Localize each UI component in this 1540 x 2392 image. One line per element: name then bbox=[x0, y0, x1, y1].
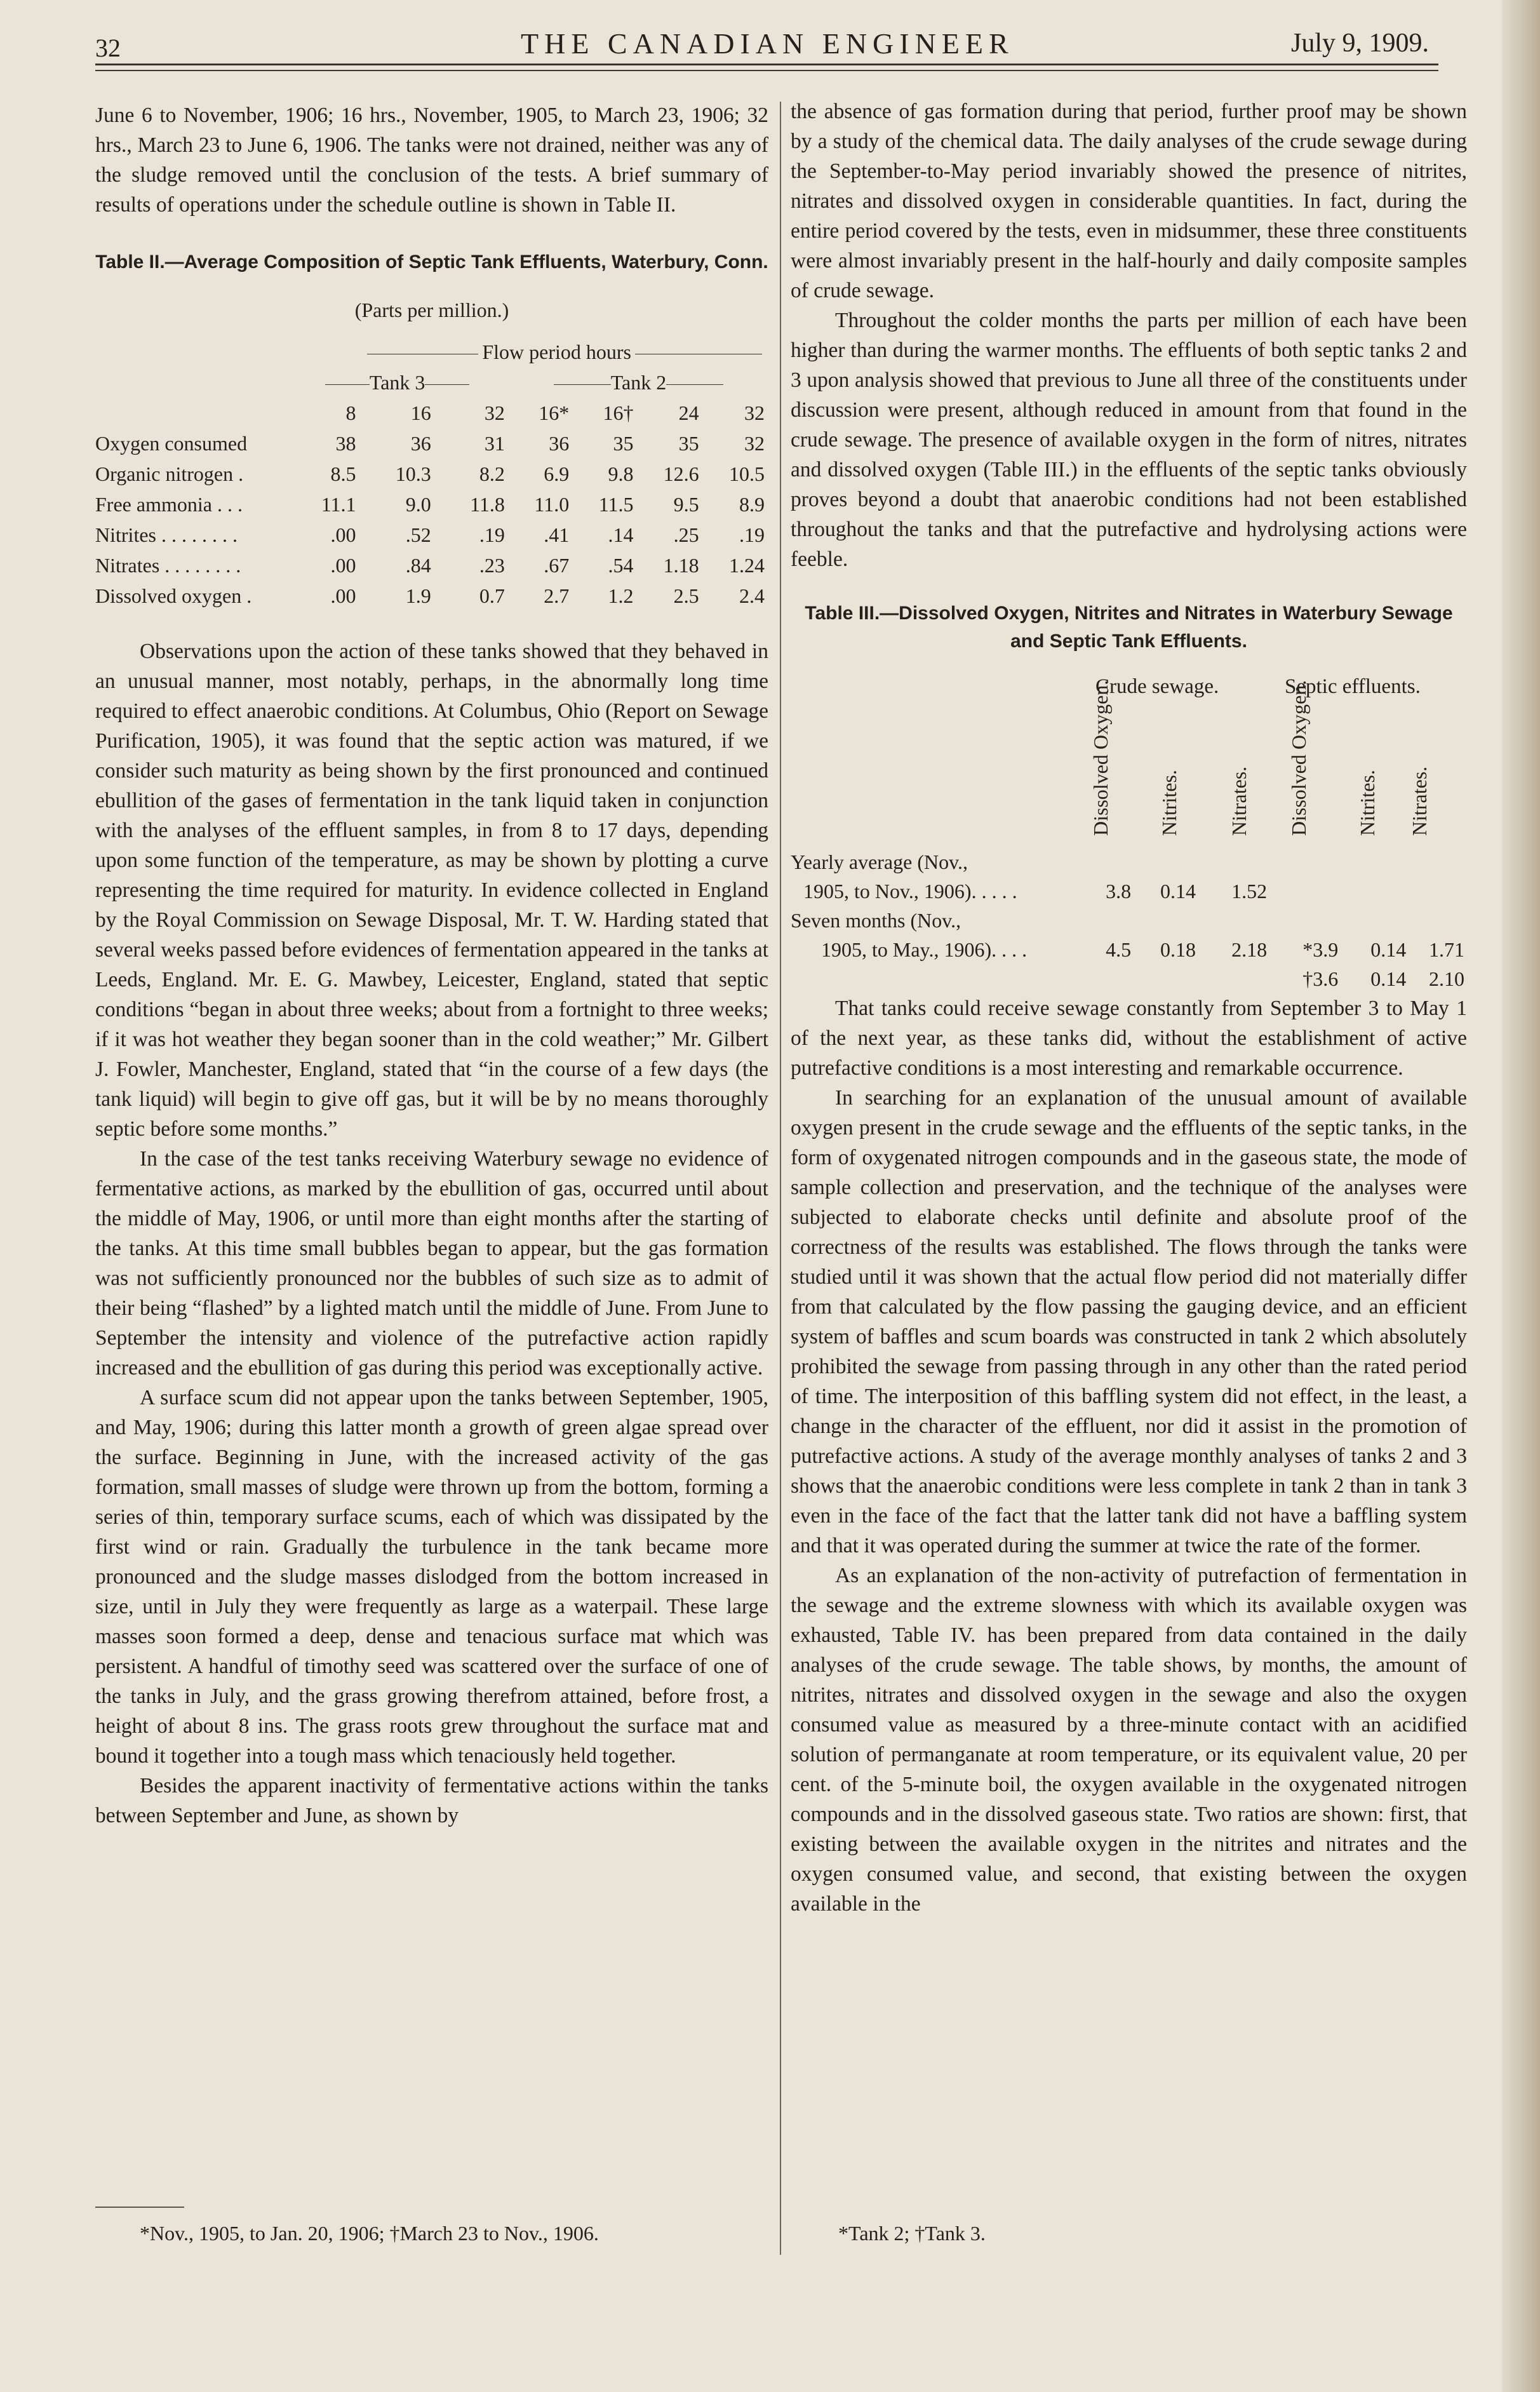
row-label: 1905, to May., 1906). . . . bbox=[821, 938, 1028, 961]
footnote-right: *Tank 2; †Tank 3. bbox=[838, 2222, 986, 2245]
table-row bbox=[791, 935, 1467, 964]
paragraph: Observations upon the action of these tanks showed that they behaved in an unusual manner, most notably, perhaps, in the abnormally long time required to effect anaerobic conditions. At Columbus, Ohio (Report on Sewage Purification, 1905), it was found that the septic action was matured, if we consider such maturity as being shown by the first pronounced and continued ebullition of the gases of fermentation in the tank liquid taken in conjunction with the analyses of the effluent samples, in from 8 to 17 days, depending upon some function of the temperature, as may be shown by plotting a curve representing the time required for maturity. In evidence collected in England by the Royal Commission on Sewage Disposal, Mr. T. W. Harding stated that several weeks passed before evidences of fermentation appeared in the tanks at Leeds, England. Mr. E. G. Mawbey, Leicester, England, stated that septic conditions “began in about three weeks; about from a fortnight to three weeks; if it was hot weather they began sooner than in the cold weather;” Mr. Gilbert J. Fowler, Manchester, England, stated that “in the course of a few days (the tank liquid) will begin to give off gas, but it will be by no means thoroughly septic before some months.” bbox=[95, 640, 768, 1141]
table-cell: 11.0 bbox=[534, 493, 570, 516]
table-cell: 36 bbox=[410, 432, 431, 455]
hours-cell: 16* bbox=[539, 401, 570, 424]
table-cell: 1.9 bbox=[405, 584, 431, 607]
table-cell: 12.6 bbox=[663, 462, 699, 485]
table-cell: 36 bbox=[549, 432, 570, 455]
table-row bbox=[95, 550, 768, 581]
table-3-group-headers bbox=[791, 672, 1467, 701]
issue-date: July 9, 1909. bbox=[1290, 29, 1429, 58]
table-row bbox=[95, 428, 768, 459]
paragraph: Throughout the colder months the parts per million of each have been higher than during the warmer months. The effluents of both septic tanks 2 and 3 upon analysis showed that previous to June all three of the constituents under discussion were present, although reduced in amount from that found in the crude sewage. The presence of available oxygen in the form of nitres, nitrates and dissolved oxygen (Table III.) in the effluents of the septic tanks obviously proves beyond a doubt that anaerobic conditions had not been established throughout the tanks and that the putrefactive and hydrolysing actions were feeble. bbox=[791, 309, 1467, 571]
right-column bbox=[791, 97, 1467, 1919]
table-3-title: Table III.—Dissolved Oxygen, Nitrites and Nitrates in Waterbury Sewage and Septic Tank Effluents. bbox=[805, 603, 1453, 652]
table-cell: .41 bbox=[544, 523, 570, 546]
table-2-title: Table II.—Average Composition of Septic Tank Effluents, Waterbury, Conn. bbox=[95, 252, 768, 272]
table-cell: 10.3 bbox=[395, 462, 431, 485]
table-cell: 1.24 bbox=[729, 554, 765, 577]
table-cell bbox=[1341, 877, 1409, 906]
table-cell: .84 bbox=[405, 554, 431, 577]
table-cell: †3.6 bbox=[1302, 967, 1339, 990]
column-header: Nitrites. bbox=[1356, 770, 1379, 836]
footnote-left: *Nov., 1905, to Jan. 20, 1906; †March 23 to Nov., 1906. bbox=[140, 2222, 599, 2245]
table-cell: 2.7 bbox=[544, 584, 570, 607]
table-row bbox=[95, 459, 768, 489]
table-cell: 2.18 bbox=[1231, 938, 1268, 961]
table-cell: 1.2 bbox=[608, 584, 634, 607]
paragraph: In the case of the test tanks receiving Waterbury sewage no evidence of fermentative actions, as marked by the ebullition of gas, occurred until about the middle of May, 1906, or until more than eight months after the starting of the tanks. At this time small bubbles began to appear, but the gas formation was not sufficiently pronounced nor the bubbles of such size as to admit of their being “flashed” by a lighted match until the middle of June. From June to September the intensity and violence of the putrefactive action rapidly increased and the ebullition of gas during this period was exceptionally active. bbox=[95, 1147, 768, 1380]
table-cell bbox=[1134, 964, 1198, 993]
table-cell: 35 bbox=[613, 432, 634, 455]
table-cell: .00 bbox=[330, 523, 356, 546]
left-column bbox=[95, 100, 768, 1831]
row-label: Nitrites . . . . . . . . bbox=[95, 523, 238, 546]
hours-cell: 16† bbox=[603, 401, 634, 424]
table-cell: .52 bbox=[405, 523, 431, 546]
paragraph: Besides the apparent inactivity of fermentative actions within the tanks between September and June, as shown by bbox=[95, 1774, 768, 1827]
table-cell: 0.18 bbox=[1160, 938, 1196, 961]
table-cell: 2.4 bbox=[739, 584, 765, 607]
row-label: Dissolved oxygen . bbox=[95, 584, 252, 607]
table-cell: .00 bbox=[330, 554, 356, 577]
table-cell: .19 bbox=[479, 523, 505, 546]
table-cell: 9.8 bbox=[608, 462, 634, 485]
table-cell bbox=[1269, 877, 1341, 906]
table-cell: 11.5 bbox=[598, 493, 634, 516]
column-header: Dissolved Oxygen. bbox=[1089, 680, 1112, 836]
table-cell bbox=[1082, 964, 1134, 993]
hours-row bbox=[95, 398, 768, 428]
table-cell: *3.9 bbox=[1302, 938, 1339, 961]
row-label: Free ammonia . . . bbox=[95, 493, 243, 516]
table-cell: 0.14 bbox=[1160, 880, 1196, 903]
table-cell: .25 bbox=[673, 523, 699, 546]
row-label: Oxygen consumed bbox=[95, 432, 248, 455]
table-cell: .23 bbox=[479, 554, 505, 577]
page-number: 32 bbox=[95, 34, 121, 62]
running-header bbox=[95, 19, 1435, 64]
table-cell: 8.2 bbox=[479, 462, 505, 485]
table-cell: 1.52 bbox=[1231, 880, 1268, 903]
table-cell: .00 bbox=[330, 584, 356, 607]
paragraph: That tanks could receive sewage constantly from September 3 to May 1 of the next year, as these tanks did, without the establishment of active putrefactive conditions is a most interesting and remarkable occurrence. bbox=[791, 997, 1467, 1080]
table-cell: 1.71 bbox=[1429, 938, 1464, 961]
table-cell: 0.14 bbox=[1370, 938, 1407, 961]
table-row bbox=[791, 847, 1467, 877]
table-cell: 31 bbox=[484, 432, 505, 455]
crude-sewage-header: Crude sewage. bbox=[1095, 675, 1219, 698]
table-cell: 8.5 bbox=[330, 462, 356, 485]
table-cell: 8.9 bbox=[739, 493, 765, 516]
footnote-rule bbox=[95, 2207, 184, 2208]
column-divider bbox=[780, 102, 781, 2255]
table-cell: 9.5 bbox=[673, 493, 699, 516]
paragraph: A surface scum did not appear upon the tanks between September, 1905, and May, 1906; during this latter month a growth of green algae spread over the surface. Beginning in June, with the increased activity of the gas formation, small masses of sludge were thrown up from the bottom, forming a series of thin, temporary surface scums, each of which was dissipated by the first wind or rain. Gradually the turbulence in the tank became more pronounced and the sludge masses dislodged from the bottom increased in size, until in July they were frequently as large as a waterpail. These large masses soon formed a deep, dense and tenacious surface mat which was persistent. A handful of timothy seed was scattered over the surface of one of the tanks in July, and the grass growing therefrom attained, before frost, a height of about 8 ins. The grass roots grew throughout the surface mat and bound it together into a tough mass which tenaciously held together. bbox=[95, 1386, 768, 1768]
table-cell: 35 bbox=[678, 432, 699, 455]
table-cell: 38 bbox=[335, 432, 356, 455]
row-label: Organic nitrogen . bbox=[95, 462, 244, 485]
table-cell: .54 bbox=[608, 554, 634, 577]
table-cell: 32 bbox=[744, 432, 765, 455]
row-label: Yearly average (Nov., bbox=[791, 850, 968, 873]
table-row bbox=[95, 581, 768, 611]
hours-cell: 16 bbox=[410, 401, 431, 424]
table-cell: 0.7 bbox=[479, 584, 505, 607]
header-rule-lower bbox=[95, 70, 1438, 71]
page-edge bbox=[1502, 0, 1540, 2392]
paragraph: the absence of gas formation during that period, further proof may be shown by a study of the chemical data. The daily analyses of the crude sewage during the September-to-May period invariably showed the presence of nitrites, nitrates and dissolved oxygen in considerable quantities. In fact, during the entire period covered by the tests, even in midsummer, these three constituents were almost invariably present in the half-hourly and daily composite samples of crude sewage. bbox=[791, 100, 1467, 302]
paragraph: In searching for an explanation of the unusual amount of available oxygen present in the crude sewage and the effluents of the septic tanks, in the form of oxygenated nitrogen compounds and in the gaseous state, the mode of sample collection and preservation, and the technique of the analyses were subjected to elaborate checks until definite and absolute proof of the correctness of the results was established. The flows through the tanks were studied until it was shown that the actual flow period did not materially differ from that calculated by the flow passing the gauging device, and an efficient system of baffles and scum boards was constructed in tank 2 which absolutely prohibited the sewage from passing through in any other than the rated period of time. The interposition of this baffling system did not effect, in the least, a change in the character of the effluent, nor did it assist in the promotion of putrefactive actions. A study of the average monthly analyses of tanks 2 and 3 shows that the anaerobic conditions were less complete in tank 2 than in tank 3 even in the face of the fact that the latter tank did not have a baffling system and that it was operated during the summer at twice the rate of the former. bbox=[791, 1086, 1467, 1557]
table-cell: 11.8 bbox=[470, 493, 505, 516]
table-cell: 1.18 bbox=[663, 554, 699, 577]
table-row bbox=[95, 520, 768, 550]
table-cell: 9.0 bbox=[405, 493, 431, 516]
table-cell: 0.14 bbox=[1370, 967, 1407, 990]
column-header: Nitrates. bbox=[1228, 766, 1250, 836]
column-header: Dissolved Oxygen. bbox=[1287, 680, 1310, 836]
table-cell: 2.5 bbox=[673, 584, 699, 607]
table-row bbox=[791, 906, 1467, 935]
paragraph: June 6 to November, 1906; 16 hrs., November, 1905, to March 23, 1906; 32 hrs., March 23 to June 6, 1906. The tanks were not drained, neither was any of the sludge removed until the conclusion of the tests. A brief summary of results of operations under the schedule outline is shown in Table II. bbox=[95, 104, 768, 217]
header-rule bbox=[95, 64, 1438, 65]
septic-effluents-header: Septic effluents. bbox=[1285, 675, 1421, 698]
table-row bbox=[95, 489, 768, 520]
hours-cell: 8 bbox=[345, 401, 356, 424]
journal-title: THE CANADIAN ENGINEER bbox=[521, 27, 1014, 60]
table-cell: 2.10 bbox=[1429, 967, 1464, 990]
table-row bbox=[791, 964, 1467, 993]
table-cell: 6.9 bbox=[544, 462, 570, 485]
column-header: Nitrates. bbox=[1408, 766, 1431, 836]
tank-3-header: Tank 3 bbox=[369, 371, 425, 394]
hours-cell: 32 bbox=[484, 401, 505, 424]
table-2 bbox=[95, 337, 768, 611]
table-cell: .19 bbox=[739, 523, 765, 546]
row-label: Seven months (Nov., bbox=[791, 909, 961, 932]
table-row bbox=[791, 877, 1467, 906]
table-cell bbox=[1409, 877, 1467, 906]
row-label: 1905, to Nov., 1906). . . . . bbox=[803, 880, 1017, 903]
tank-2-header: Tank 2 bbox=[610, 371, 667, 394]
table-cell bbox=[1198, 964, 1269, 993]
column-header: Nitrites. bbox=[1158, 770, 1181, 836]
hours-cell: 24 bbox=[678, 401, 699, 424]
table-cell: 10.5 bbox=[729, 462, 765, 485]
table-cell: 11.1 bbox=[321, 493, 356, 516]
table-cell: .67 bbox=[544, 554, 570, 577]
table-cell: 3.8 bbox=[1106, 880, 1132, 903]
table-cell: 4.5 bbox=[1106, 938, 1132, 961]
row-label: Nitrates . . . . . . . . bbox=[95, 554, 241, 577]
table-3 bbox=[791, 847, 1467, 993]
table-2-unit: (Parts per million.) bbox=[354, 299, 509, 321]
table-cell: .14 bbox=[608, 523, 634, 546]
hours-cell: 32 bbox=[744, 401, 765, 424]
paragraph: As an explanation of the non-activity of putrefaction of fermentation in the sewage and the extreme slowness with which its available oxygen was exhausted, Table IV. has been prepared from data contained in the daily analyses of the crude sewage. The table shows, by months, the amount of nitrites, nitrates and dissolved oxygen in the sewage and also the oxygen consumed value as measured by a three-minute contact with an acidified solution of permanganate at room temperature, or its equivalent value, 20 per cent. of the 5-minute boil, the oxygen available in the oxygenated nitrogen compounds and in the dissolved gaseous state. Two ratios are shown: first, that existing between the available oxygen in the nitrites and nitrates and the oxygen consumed value, and second, that existing between the oxygen available in the bbox=[791, 1564, 1467, 1916]
flow-period-header: Flow period hours bbox=[482, 340, 631, 363]
